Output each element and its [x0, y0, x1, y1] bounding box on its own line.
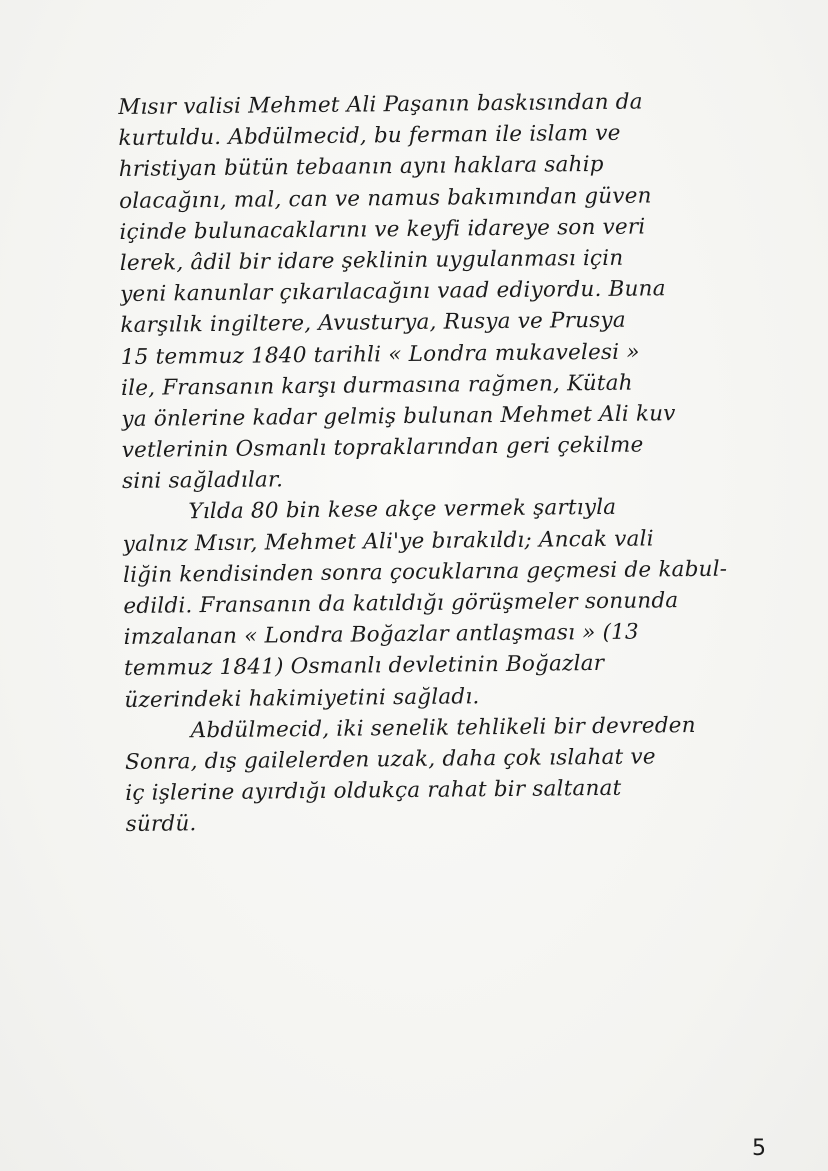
text-line: temmuz 1841) Osmanlı devletinin Boğazlar: [123, 651, 605, 682]
text-line: 15 temmuz 1840 tarihli « Londra mukavelesi »: [120, 339, 640, 370]
page-number: 5: [752, 1136, 766, 1161]
text-line: iç işlerine ayırdığı oldukça rahat bir saltanat: [125, 775, 622, 807]
text-line: karşılık ingiltere, Avusturya, Rusya ve Prusya: [120, 308, 626, 339]
handwritten-text-block: [118, 85, 826, 841]
text-line: sürdü.: [125, 811, 197, 838]
text-line-paragraph-start: Abdülmecid, iki senelik tehlikeli bir devreden: [190, 712, 696, 744]
text-line: sini sağladılar.: [121, 467, 284, 495]
text-line: vetlerinin Osmanlı topraklarından geri çekilme: [121, 432, 644, 464]
text-line: Mısır valisi Mehmet Ali Paşanın baskısından da: [118, 89, 643, 120]
text-line: içinde bulunacaklarını ve keyfi idareye son veri: [119, 214, 646, 245]
text-line: kurtuldu. Abdülmecid, bu ferman ile islam ve: [118, 120, 621, 152]
text-line: üzerindeki hakimiyetini sağladı.: [124, 683, 480, 713]
text-line: imzalanan « Londra Boğazlar antlaşması » (13: [123, 619, 640, 651]
text-line: ya önlerine kadar gelmiş bulunan Mehmet Ali kuv: [121, 401, 676, 432]
text-line-paragraph-start: Yılda 80 bin kese akçe vermek şartıyla: [188, 495, 617, 525]
text-line: Sonra, dış gailelerden uzak, daha çok ıslahat ve: [124, 744, 656, 775]
text-line: ile, Fransanın karşı durmasına rağmen, Kütah: [120, 370, 633, 401]
text-line: yalnız Mısır, Mehmet Ali'ye bırakıldı; Ancak vali: [122, 526, 654, 557]
text-line: hristiyan bütün tebaanın aynı haklara sahip: [118, 152, 604, 183]
text-line: lerek, âdil bir idare şeklinin uygulanması için: [119, 245, 624, 276]
text-line: olacağını, mal, can ve namus bakımından güven: [119, 182, 652, 214]
text-line: edildi. Fransanın da katıldığı görüşmeler sonunda: [123, 588, 679, 619]
text-line: yeni kanunlar çıkarılacağını vaad ediyordu. Buna: [119, 276, 666, 308]
text-line: liğin kendisinden sonra çocuklarına geçmesi de kabul-: [122, 556, 728, 588]
